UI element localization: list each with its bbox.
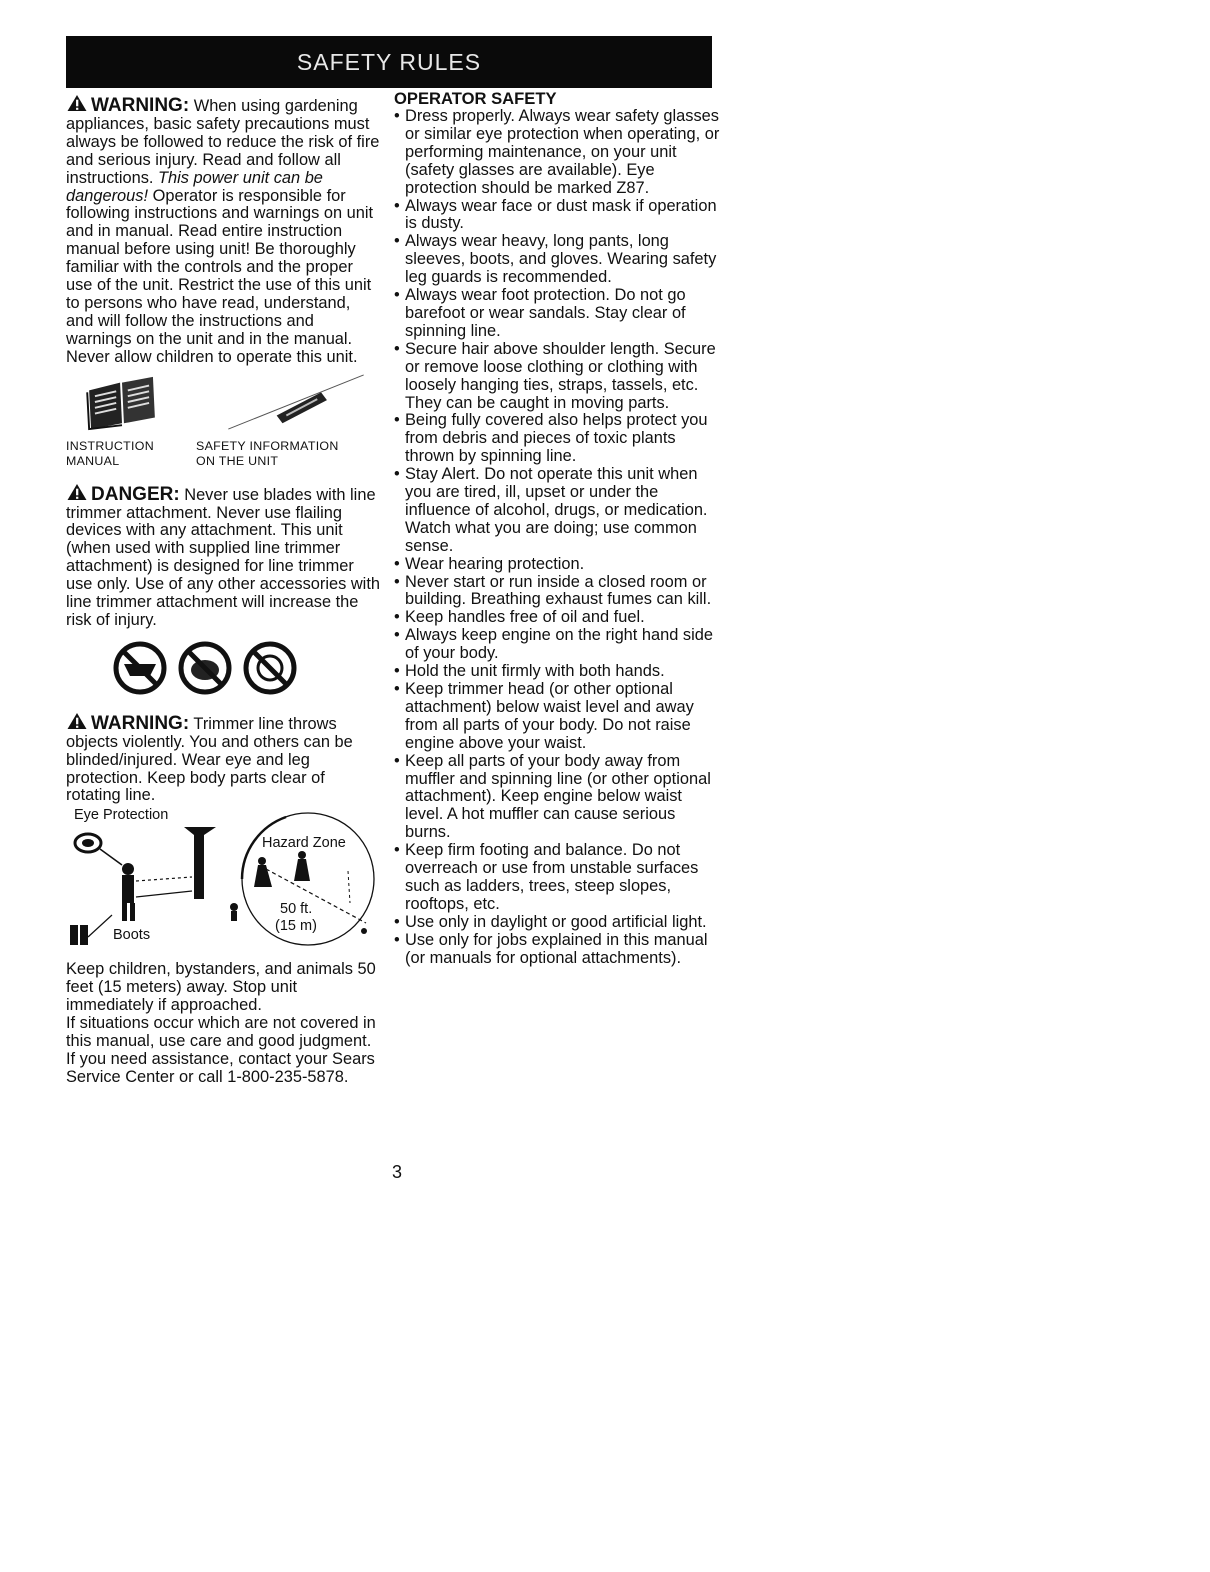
- danger-paragraph: [66, 483, 382, 630]
- list-item: • Use only in daylight or good artificial light.: [394, 914, 724, 932]
- keep-away-paragraph: Keep children, bystanders, and animals 50 feet (15 meters) away. Stop unit immediately if approached.: [66, 960, 376, 1015]
- list-item: • Always wear face or dust mask if operation is dusty.: [394, 198, 724, 234]
- contact-paragraph: If situations occur which are not covered in this manual, use care and good judgment. If you need assistance, contact your Sears Service Center or call 1-800-235-5878.: [66, 1014, 376, 1086]
- warning-triangle-icon: [66, 712, 88, 730]
- distance-meters-label: (15 m): [275, 918, 317, 935]
- right-column: [394, 90, 724, 968]
- list-item: • Always keep engine on the right hand side of your body.: [394, 627, 724, 663]
- left-column: [66, 94, 382, 1087]
- no-blade-icon: [110, 638, 310, 698]
- hazard-zone-figure: [66, 807, 382, 955]
- warning-paragraph-2: [66, 712, 382, 806]
- section-banner: [66, 36, 712, 88]
- list-item: • Dress properly. Always wear safety glasses or similar eye protection when operating, or performing maintenance, on your unit (safety glasses are available). Eye protection should be marked Z87.: [394, 108, 724, 198]
- list-item: • Secure hair above shoulder length. Secure or remove loose clothing or clothing with loosely hanging ties, straps, tassels, etc. They can be caught in moving parts.: [394, 341, 724, 413]
- distance-feet-label: 50 ft.: [280, 901, 313, 918]
- operator-safety-list: [394, 108, 724, 968]
- list-item: • Always wear heavy, long pants, long sleeves, boots, and gloves. Wearing safety leg guards is recommended.: [394, 233, 724, 287]
- caption-safety-information: SAFETY INFORMATION ON THE UNIT: [196, 438, 339, 468]
- section-title: SAFETY RULES: [296, 48, 482, 75]
- warning-label-2: WARNING:: [91, 712, 190, 734]
- danger-label: DANGER:: [91, 483, 180, 505]
- list-item: • Hold the unit firmly with both hands.: [394, 663, 724, 681]
- list-item: • Keep all parts of your body away from muffler and spinning line (or other optional attachment). Keep engine below waist level. A hot muffler can cause serious burns.: [394, 753, 724, 843]
- hazard-zone-label: Hazard Zone: [262, 835, 346, 852]
- list-item: • Keep firm footing and balance. Do not overreach or use from unstable surfaces such as ladders, trees, steep slopes, rooftops, etc.: [394, 842, 724, 914]
- list-item: • Keep trimmer head (or other optional attachment) below waist level and away from all parts of your body. Do not raise engine above your waist.: [394, 681, 724, 753]
- warning-italic-text: This power unit can be dangerous!: [66, 168, 323, 205]
- safety-information-icon: [216, 373, 376, 431]
- warning-text-3: Trimmer line throws objects violently. You and others can be blinded/injured. Wear eye and leg protection. Keep body parts clear of rotating line.: [66, 714, 353, 805]
- instruction-manual-icon: [82, 373, 162, 431]
- warning-triangle-icon: [66, 94, 88, 112]
- manual-figure: [66, 373, 382, 435]
- boots-label: Boots: [113, 927, 151, 944]
- warning-label: WARNING:: [91, 95, 190, 116]
- warning-paragraph-1: [66, 94, 382, 367]
- list-item: • Being fully covered also helps protect you from debris and pieces of toxic plants thrown by spinning line.: [394, 412, 724, 466]
- figure-captions: [66, 439, 356, 469]
- list-item: • Keep handles free of oil and fuel.: [394, 609, 724, 627]
- warning-text: When using gardening appliances, basic safety precautions must always be followed to reduce the risk of fire and serious injury. Read and follow all instructions.: [66, 97, 380, 187]
- warning-text-2: Operator is responsible for following instructions and warnings on unit and in manual. Read entire instruction manual before using unit! Be thoroughly familiar with the controls and the proper use of the unit. Restrict the use of this unit to persons who have read, understand, and will follow the instructions and warnings on the unit and in the manual. Never allow children to operate this unit.: [66, 186, 374, 366]
- list-item: • Wear hearing protection.: [394, 556, 724, 574]
- list-item: • Stay Alert. Do not operate this unit when you are tired, ill, upset or under the influence of alcohol, drugs, or medication. Watch what you are doing; use common sense.: [394, 466, 724, 556]
- list-item: • Always wear foot protection. Do not go barefoot or wear sandals. Stay clear of spinning line.: [394, 287, 724, 341]
- eye-protection-label: Eye Protection: [74, 807, 169, 824]
- page-number: 3: [392, 1162, 403, 1182]
- caption-instruction-manual: INSTRUCTION MANUAL: [66, 438, 154, 468]
- danger-text: Never use blades with line trimmer attachment. Never use flailing devices with any attachment. This unit (when used with supplied line trimmer attachment) is designed for line trimmer use only. Use of any other accessories with line trimmer attachment will increase the risk of injury.: [66, 485, 380, 629]
- prohibited-accessories-figure: [66, 636, 382, 702]
- list-item: • Never start or run inside a closed room or building. Breathing exhaust fumes can kill.: [394, 574, 724, 610]
- warning-triangle-icon: [66, 483, 88, 501]
- operator-safety-heading: OPERATOR SAFETY: [394, 89, 557, 108]
- list-item: • Use only for jobs explained in this manual (or manuals for optional attachments).: [394, 932, 724, 968]
